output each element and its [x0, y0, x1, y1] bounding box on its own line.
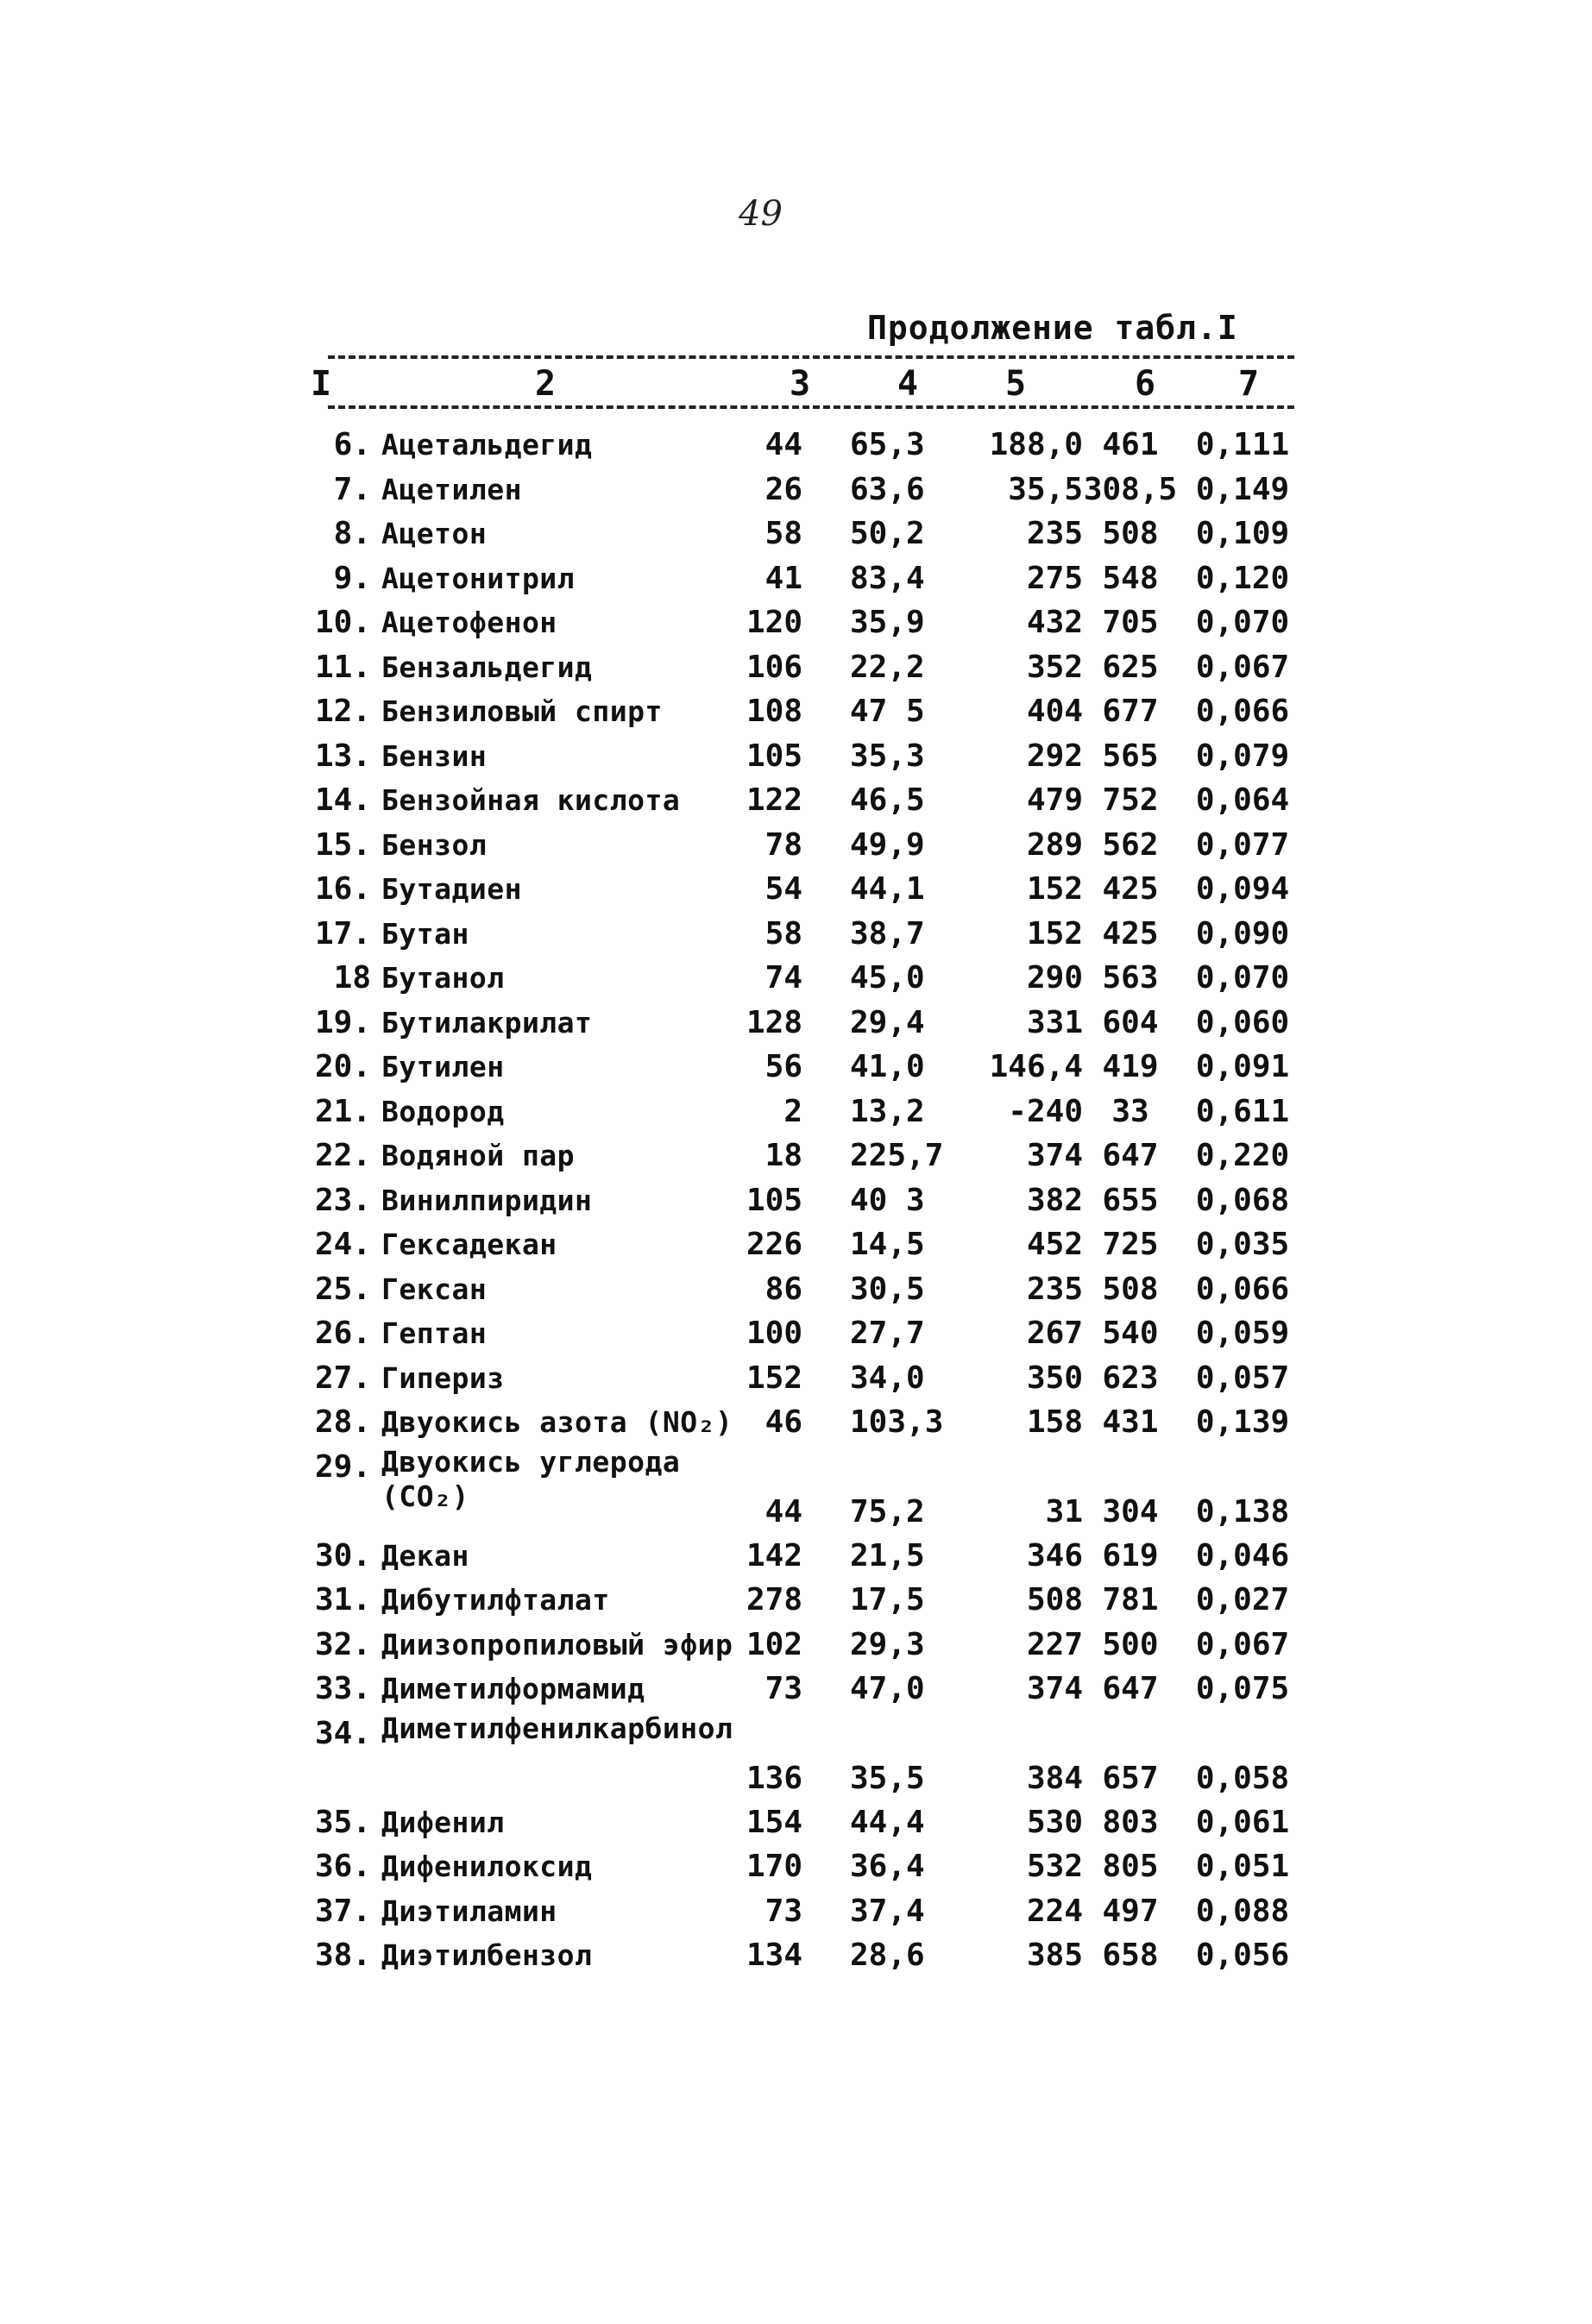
row-number: 38. — [314, 1938, 371, 1973]
row-number: 25. — [314, 1271, 371, 1307]
col-6-value: 461 — [1102, 427, 1159, 462]
header-top-rule — [328, 355, 1294, 359]
col-4-value: 47,0 — [850, 1671, 925, 1706]
col-3-value: 142 — [746, 1537, 802, 1573]
col-6-value: 658 — [1102, 1938, 1159, 1973]
col-3-value: 108 — [746, 694, 802, 729]
table-row — [311, 1712, 1294, 1800]
table-row — [311, 1534, 1294, 1579]
col-6-value: 705 — [1102, 605, 1159, 640]
substance-name: Бутан — [381, 916, 469, 951]
substance-name: Винилпиридин — [381, 1183, 593, 1217]
substance-name: Ацетонитрил — [381, 561, 576, 595]
substance-name: Бутилен — [381, 1050, 505, 1083]
substance-name: Ацетальдегид — [381, 428, 593, 462]
col-6-value: 431 — [1102, 1404, 1159, 1440]
col-5-value: 352 — [1026, 649, 1083, 685]
col-5-value: 384 — [1026, 1760, 1083, 1796]
substance-name: Диэтилбензол — [381, 1938, 593, 1972]
col-7-value: 0,109 — [1195, 516, 1290, 551]
col-7-value: 0,067 — [1195, 1626, 1290, 1662]
col-4-value: 63,6 — [850, 471, 925, 507]
col-6-value: 677 — [1102, 694, 1159, 729]
col-3-value: 105 — [746, 738, 802, 774]
col-7-value: 0,139 — [1195, 1404, 1290, 1440]
col-3-value: 44 — [765, 427, 802, 462]
col-3-value: 41 — [765, 560, 802, 596]
row-number: 8. — [333, 516, 371, 551]
col-4-value: 47 5 — [850, 694, 925, 729]
col-4-value: 40 3 — [850, 1182, 925, 1218]
col-7-value: 0,611 — [1195, 1093, 1290, 1129]
col-5-value: 152 — [1026, 915, 1083, 952]
substance-name: Бутанол — [381, 961, 505, 995]
col-6-value: 563 — [1102, 960, 1159, 996]
row-number: 31. — [314, 1582, 371, 1617]
row-number: 29. — [314, 1448, 371, 1485]
col-4-value: 27,7 — [850, 1316, 925, 1351]
row-number: 16. — [314, 871, 371, 907]
col-5-value: -240 — [1008, 1093, 1083, 1129]
table-row — [311, 956, 1294, 1001]
substance-name: Двуокись азота (NO₂) — [381, 1405, 733, 1439]
substance-name: Бутилакрилат — [381, 1005, 593, 1040]
col-6-value: 33 — [1111, 1093, 1149, 1129]
substance-name: Водород — [381, 1094, 505, 1128]
col-4-value: 50,2 — [850, 516, 925, 551]
data-table — [311, 423, 1294, 1978]
col-7-value: 0,070 — [1195, 960, 1290, 996]
header-col-3: 3 — [790, 364, 811, 404]
table-row — [311, 556, 1294, 601]
col-3-value: 128 — [746, 1004, 802, 1040]
row-number: 32. — [314, 1626, 371, 1662]
substance-name: Ацетофенон — [381, 606, 557, 639]
col-7-value: 0,066 — [1195, 1271, 1290, 1307]
col-7-value: 0,058 — [1195, 1760, 1290, 1796]
col-4-value: 35,3 — [850, 738, 925, 774]
col-5-value: 382 — [1026, 1182, 1083, 1218]
col-5-value: 158 — [1026, 1404, 1083, 1440]
col-4-value: 83,4 — [850, 560, 925, 596]
substance-name: Бутадиен — [381, 872, 522, 906]
row-number: 18 — [333, 960, 371, 996]
table-row — [311, 1178, 1294, 1223]
table-row — [311, 1400, 1294, 1445]
col-4-value: 17,5 — [850, 1582, 925, 1617]
col-3-value: 120 — [746, 605, 802, 640]
col-7-value: 0,070 — [1195, 605, 1290, 640]
substance-name: Водяной пар — [381, 1139, 576, 1172]
col-6-value: 548 — [1102, 560, 1159, 596]
col-3-value: 105 — [746, 1182, 802, 1218]
col-5-value: 227 — [1026, 1626, 1083, 1662]
table-row — [311, 1889, 1294, 1934]
col-4-value: 34,0 — [850, 1360, 925, 1396]
col-3-value: 102 — [746, 1626, 802, 1662]
col-4-value: 44,1 — [850, 871, 925, 907]
col-3-value: 74 — [765, 960, 802, 996]
col-4-value: 46,5 — [850, 782, 925, 818]
table-row — [311, 512, 1294, 556]
row-number: 36. — [314, 1849, 371, 1884]
col-6-value: 781 — [1102, 1582, 1159, 1617]
table-row — [311, 468, 1294, 512]
col-4-value: 22,2 — [850, 649, 925, 685]
col-3-value: 134 — [746, 1938, 802, 1973]
col-6-value: 619 — [1102, 1537, 1159, 1573]
col-7-value: 0,220 — [1195, 1138, 1290, 1173]
substance-name: Гексадекан — [381, 1228, 557, 1261]
col-3-value: 170 — [746, 1849, 802, 1884]
substance-name: Бензин — [381, 738, 488, 773]
table-row — [311, 1578, 1294, 1623]
col-6-value: 308,5 — [1083, 471, 1178, 507]
substance-name: Бензол — [381, 827, 488, 862]
col-6-value: 623 — [1102, 1360, 1159, 1396]
col-6-value: 508 — [1102, 516, 1159, 551]
table-row — [311, 1667, 1294, 1712]
col-5-value: 235 — [1026, 516, 1083, 551]
col-5-value: 289 — [1026, 826, 1083, 863]
col-4-value: 45,0 — [850, 960, 925, 996]
col-5-value: 532 — [1026, 1849, 1083, 1884]
table-row — [311, 1844, 1294, 1889]
row-number: 21. — [314, 1093, 371, 1129]
col-3-value: 58 — [765, 516, 802, 551]
table-row — [311, 600, 1294, 645]
row-number: 10. — [314, 605, 371, 640]
substance-name: Гипериз — [381, 1360, 505, 1395]
col-3-value: 56 — [765, 1049, 802, 1084]
substance-name: Диэтиламин — [381, 1894, 557, 1928]
row-number: 11. — [314, 649, 371, 685]
col-5-value: 31 — [1045, 1493, 1083, 1529]
table-row — [311, 867, 1294, 912]
row-number: 19. — [314, 1004, 371, 1040]
col-6-value: 655 — [1102, 1182, 1159, 1218]
col-5-value: 35,5 — [1008, 471, 1083, 507]
col-6-value: 500 — [1102, 1626, 1159, 1662]
col-6-value: 565 — [1102, 738, 1159, 774]
col-4-value: 30,5 — [850, 1271, 925, 1307]
substance-name: Дифенилоксид — [381, 1850, 593, 1883]
col-3-value: 152 — [746, 1360, 802, 1396]
col-3-value: 226 — [746, 1227, 802, 1262]
row-number: 30. — [314, 1537, 371, 1573]
col-4-value: 35,9 — [850, 605, 925, 640]
row-number: 9. — [333, 560, 371, 596]
row-number: 15. — [314, 826, 371, 863]
col-6-value: 562 — [1102, 826, 1159, 863]
col-6-value: 647 — [1102, 1671, 1159, 1706]
col-4-value: 29,3 — [850, 1626, 925, 1662]
table-row — [311, 1356, 1294, 1401]
col-3-value: 18 — [765, 1138, 802, 1173]
col-4-value: 225,7 — [850, 1138, 944, 1173]
col-5-value: 479 — [1026, 782, 1083, 818]
col-7-value: 0,111 — [1195, 427, 1290, 462]
header-col-4: 4 — [897, 364, 919, 404]
col-6-value: 497 — [1102, 1893, 1159, 1929]
row-number: 33. — [314, 1671, 371, 1706]
col-7-value: 0,075 — [1195, 1671, 1290, 1706]
col-3-value: 26 — [765, 471, 802, 507]
col-4-value: 75,2 — [850, 1493, 925, 1529]
col-3-value: 73 — [765, 1893, 802, 1929]
table-row — [311, 1311, 1294, 1356]
col-4-value: 37,4 — [850, 1893, 925, 1929]
table-row — [311, 423, 1294, 468]
table-row — [311, 645, 1294, 690]
col-3-value: 2 — [783, 1093, 802, 1129]
substance-name: Диметилформамид — [381, 1672, 645, 1705]
substance-name: Гептан — [381, 1316, 488, 1350]
col-3-value: 106 — [746, 649, 802, 685]
col-3-value: 54 — [765, 871, 802, 907]
col-6-value: 425 — [1102, 871, 1159, 907]
col-4-value: 35,5 — [850, 1760, 925, 1796]
substance-name: Дифенил — [381, 1805, 505, 1839]
col-4-value: 65,3 — [850, 427, 925, 462]
col-3-value: 46 — [765, 1404, 802, 1440]
col-6-value: 647 — [1102, 1138, 1159, 1173]
substance-name: Диизопропиловый эфир — [381, 1627, 733, 1661]
col-7-value: 0,120 — [1195, 560, 1290, 596]
row-number: 23. — [314, 1182, 371, 1218]
col-7-value: 0,088 — [1195, 1893, 1290, 1929]
col-5-value: 152 — [1026, 871, 1083, 907]
col-6-value: 419 — [1102, 1049, 1159, 1084]
header-col-5: 5 — [1005, 364, 1027, 404]
col-3-value: 73 — [765, 1671, 802, 1706]
col-6-value: 508 — [1102, 1271, 1159, 1307]
table-row — [311, 1623, 1294, 1668]
table-row — [311, 1800, 1294, 1845]
row-number: 7. — [333, 471, 371, 507]
col-3-value: 122 — [746, 782, 802, 818]
col-7-value: 0,138 — [1195, 1493, 1290, 1529]
substance-name: Дибутилфталат — [381, 1583, 610, 1617]
col-7-value: 0,060 — [1195, 1004, 1290, 1040]
row-number: 17. — [314, 915, 371, 952]
table-row — [311, 1001, 1294, 1046]
col-7-value: 0,059 — [1195, 1316, 1290, 1351]
col-4-value: 103,3 — [850, 1404, 944, 1440]
col-4-value: 13,2 — [850, 1093, 925, 1129]
row-number: 14. — [314, 782, 371, 818]
col-7-value: 0,027 — [1195, 1582, 1290, 1617]
header-col-2: 2 — [535, 364, 557, 404]
col-4-value: 29,4 — [850, 1004, 925, 1040]
col-7-value: 0,149 — [1195, 471, 1290, 507]
col-7-value: 0,077 — [1195, 826, 1290, 863]
col-3-value: 78 — [765, 826, 802, 863]
col-6-value: 304 — [1102, 1493, 1159, 1529]
page-number: 49 — [739, 194, 783, 234]
col-5-value: 188,0 — [989, 427, 1083, 462]
col-3-value: 44 — [765, 1493, 802, 1529]
col-5-value: 404 — [1026, 694, 1083, 729]
col-5-value: 452 — [1026, 1227, 1083, 1262]
col-5-value: 350 — [1026, 1360, 1083, 1396]
col-7-value: 0,066 — [1195, 694, 1290, 729]
table-row — [311, 1134, 1294, 1178]
table-row — [311, 912, 1294, 957]
table-row — [311, 1045, 1294, 1090]
col-7-value: 0,064 — [1195, 782, 1290, 818]
header-col-6: 6 — [1135, 364, 1156, 404]
col-7-value: 0,057 — [1195, 1360, 1290, 1396]
header-col-7: 7 — [1238, 364, 1260, 404]
row-number: 35. — [314, 1804, 371, 1840]
row-number: 24. — [314, 1227, 371, 1262]
substance-name: Декан — [381, 1538, 469, 1573]
col-7-value: 0,051 — [1195, 1849, 1290, 1884]
col-7-value: 0,079 — [1195, 738, 1290, 774]
col-6-value: 752 — [1102, 782, 1159, 818]
col-3-value: 86 — [765, 1271, 802, 1307]
col-6-value: 425 — [1102, 915, 1159, 952]
col-6-value: 625 — [1102, 649, 1159, 685]
table-row — [311, 689, 1294, 734]
substance-name: Ацетон — [381, 517, 488, 550]
col-7-value: 0,035 — [1195, 1227, 1290, 1262]
col-7-value: 0,090 — [1195, 915, 1290, 952]
row-number: 20. — [314, 1049, 371, 1084]
col-3-value: 100 — [746, 1316, 802, 1351]
table-row — [311, 1445, 1294, 1534]
col-7-value: 0,068 — [1195, 1182, 1290, 1218]
table-row — [311, 1222, 1294, 1267]
row-number: 26. — [314, 1316, 371, 1351]
row-number: 28. — [314, 1404, 371, 1440]
col-5-value: 346 — [1026, 1537, 1083, 1573]
col-3-value: 58 — [765, 915, 802, 952]
col-6-value: 725 — [1102, 1227, 1159, 1262]
col-4-value: 36,4 — [850, 1849, 925, 1884]
col-7-value: 0,046 — [1195, 1537, 1290, 1573]
col-5-value: 385 — [1026, 1938, 1083, 1973]
table-row — [311, 778, 1294, 823]
substance-name: Бензальдегид — [381, 650, 593, 684]
header-col-1: I — [311, 364, 332, 404]
row-number: 34. — [314, 1715, 371, 1751]
col-5-value: 224 — [1026, 1893, 1083, 1929]
substance-name: Ацетилен — [381, 472, 522, 506]
col-6-value: 803 — [1102, 1804, 1159, 1840]
col-7-value: 0,056 — [1195, 1938, 1290, 1973]
col-4-value: 49,9 — [850, 826, 925, 863]
col-5-value: 508 — [1026, 1582, 1083, 1617]
col-5-value: 530 — [1026, 1804, 1083, 1840]
col-5-value: 374 — [1026, 1138, 1083, 1173]
col-5-value: 275 — [1026, 560, 1083, 596]
col-5-value: 267 — [1026, 1316, 1083, 1351]
col-4-value: 21,5 — [850, 1537, 925, 1573]
col-5-value: 432 — [1026, 605, 1083, 640]
row-number: 22. — [314, 1138, 371, 1173]
row-number: 13. — [314, 738, 371, 774]
substance-name: Двуокись углерода (CO₂) — [381, 1444, 681, 1513]
row-number: 12. — [314, 694, 371, 729]
col-5-value: 331 — [1026, 1004, 1083, 1040]
substance-name: Бензиловый спирт — [381, 694, 663, 728]
col-6-value: 604 — [1102, 1004, 1159, 1040]
table-row — [311, 734, 1294, 779]
row-number: 27. — [314, 1360, 371, 1396]
col-3-value: 136 — [746, 1760, 802, 1796]
col-5-value: 290 — [1026, 960, 1083, 996]
header-bottom-rule — [328, 405, 1294, 409]
col-7-value: 0,091 — [1195, 1049, 1290, 1084]
col-5-value: 235 — [1026, 1271, 1083, 1307]
col-4-value: 44,4 — [850, 1804, 925, 1840]
col-6-value: 540 — [1102, 1316, 1159, 1351]
col-7-value: 0,067 — [1195, 649, 1290, 685]
col-7-value: 0,061 — [1195, 1804, 1290, 1840]
table-caption: Продолжение табл.I — [867, 309, 1238, 347]
col-4-value: 41,0 — [850, 1049, 925, 1084]
col-5-value: 374 — [1026, 1671, 1083, 1706]
col-3-value: 278 — [746, 1582, 802, 1617]
substance-name: Бензойная кислота — [381, 783, 681, 817]
col-6-value: 657 — [1102, 1760, 1159, 1796]
table-row — [311, 1267, 1294, 1312]
substance-name: Диметилфенилкарбинол — [381, 1711, 733, 1745]
substance-name: Гексан — [381, 1272, 488, 1306]
table-row — [311, 823, 1294, 868]
col-5-value: 292 — [1026, 738, 1083, 774]
col-7-value: 0,094 — [1195, 871, 1290, 907]
col-5-value: 146,4 — [989, 1049, 1083, 1084]
col-3-value: 154 — [746, 1804, 802, 1840]
col-6-value: 805 — [1102, 1849, 1159, 1884]
col-4-value: 38,7 — [850, 915, 925, 952]
col-4-value: 14,5 — [850, 1227, 925, 1262]
table-row — [311, 1933, 1294, 1978]
table-row — [311, 1090, 1294, 1134]
row-number: 37. — [314, 1893, 371, 1929]
col-4-value: 28,6 — [850, 1938, 925, 1973]
row-number: 6. — [333, 427, 371, 462]
